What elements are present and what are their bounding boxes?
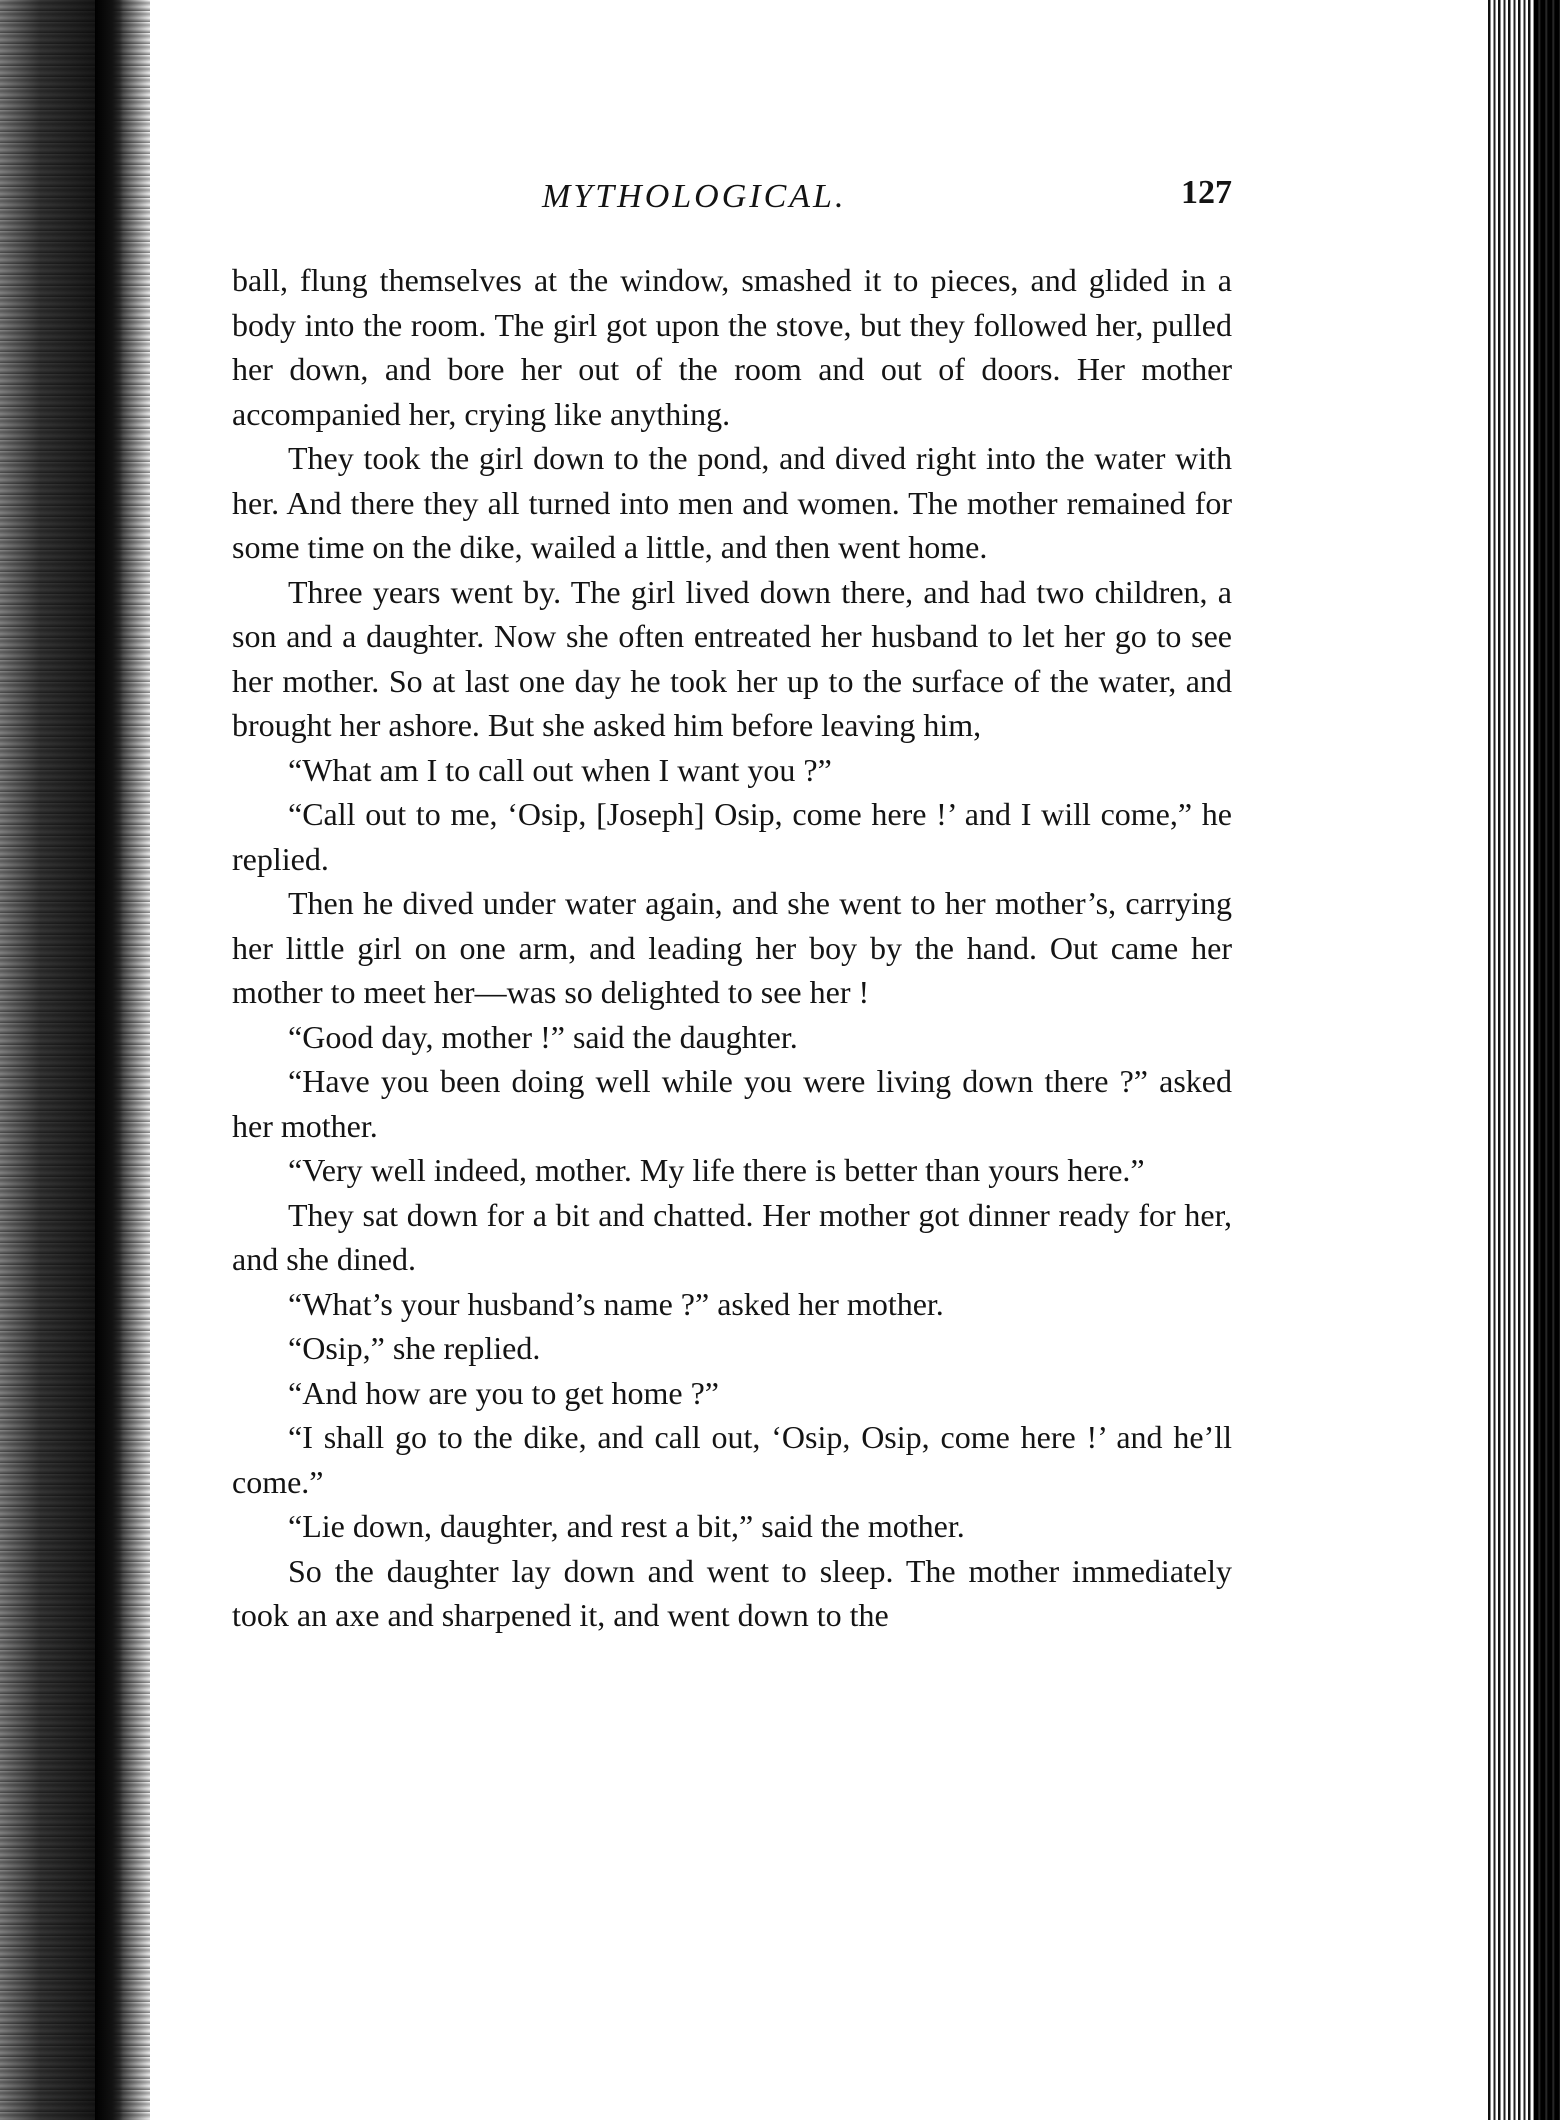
- page-stack-edge: [1488, 0, 1560, 2120]
- paragraph: “What am I to call out when I want you ?”: [288, 751, 832, 788]
- page-number: 127: [1181, 174, 1232, 211]
- paragraph: Three years went by. The girl lived down there, and had two children, a son and a daughter. Now she often entreated her husband to let her go to see her mother. So at last one day he took her up to the surface of the water, and brought her ashore. But she asked him before leaving him,: [232, 573, 1232, 743]
- paragraph: “Very well indeed, mother. My life there is better than yours here.”: [288, 1152, 1145, 1188]
- paragraph: “And how are you to get home ?”: [288, 1374, 719, 1411]
- paragraph: “I shall go to the dike, and call out, ‘Osip, Osip, come here !’ and he’ll come.”: [232, 1419, 1232, 1500]
- paragraph: “Call out to me, ‘Osip, [Joseph] Osip, come here !’ and I will come,” he replied.: [232, 796, 1232, 877]
- body-text: [232, 258, 1232, 1638]
- paragraph: “Lie down, daughter, and rest a bit,” said the mother.: [288, 1508, 965, 1544]
- page-header: [232, 168, 1232, 238]
- book-page: [232, 168, 1232, 1638]
- paragraph: ball, flung themselves at the window, smashed it to pieces, and glided in a body into the room. The girl got upon the stove, but they followed her, pulled her down, and bore her out of the room and out of doors. Her mother accompanied her, crying like anything.: [232, 262, 1232, 432]
- running-head: MYTHOLOGICAL.: [542, 178, 847, 215]
- paragraph: So the daughter lay down and went to sleep. The mother immediately took an axe and sharpened it, and went down to the: [232, 1552, 1232, 1633]
- paragraph: They took the girl down to the pond, and dived right into the water with her. And there they all turned into men and women. The mother remained for some time on the dike, wailed a little, and then went home.: [232, 440, 1232, 565]
- paragraph: Then he dived under water again, and she went to her mother’s, carrying her little girl on one arm, and leading her boy by the hand. Out came her mother to meet her—was so delighted to see her !: [232, 885, 1232, 1010]
- paragraph: “What’s your husband’s name ?” asked her mother.: [288, 1285, 944, 1322]
- paragraph: “Osip,” she replied.: [288, 1330, 541, 1366]
- book-gutter-shadow: [0, 0, 150, 2120]
- paragraph: “Good day, mother !” said the daughter.: [288, 1018, 798, 1055]
- paragraph: “Have you been doing well while you were living down there ?” asked her mother.: [232, 1063, 1232, 1144]
- paragraph: They sat down for a bit and chatted. Her mother got dinner ready for her, and she dined.: [232, 1196, 1232, 1277]
